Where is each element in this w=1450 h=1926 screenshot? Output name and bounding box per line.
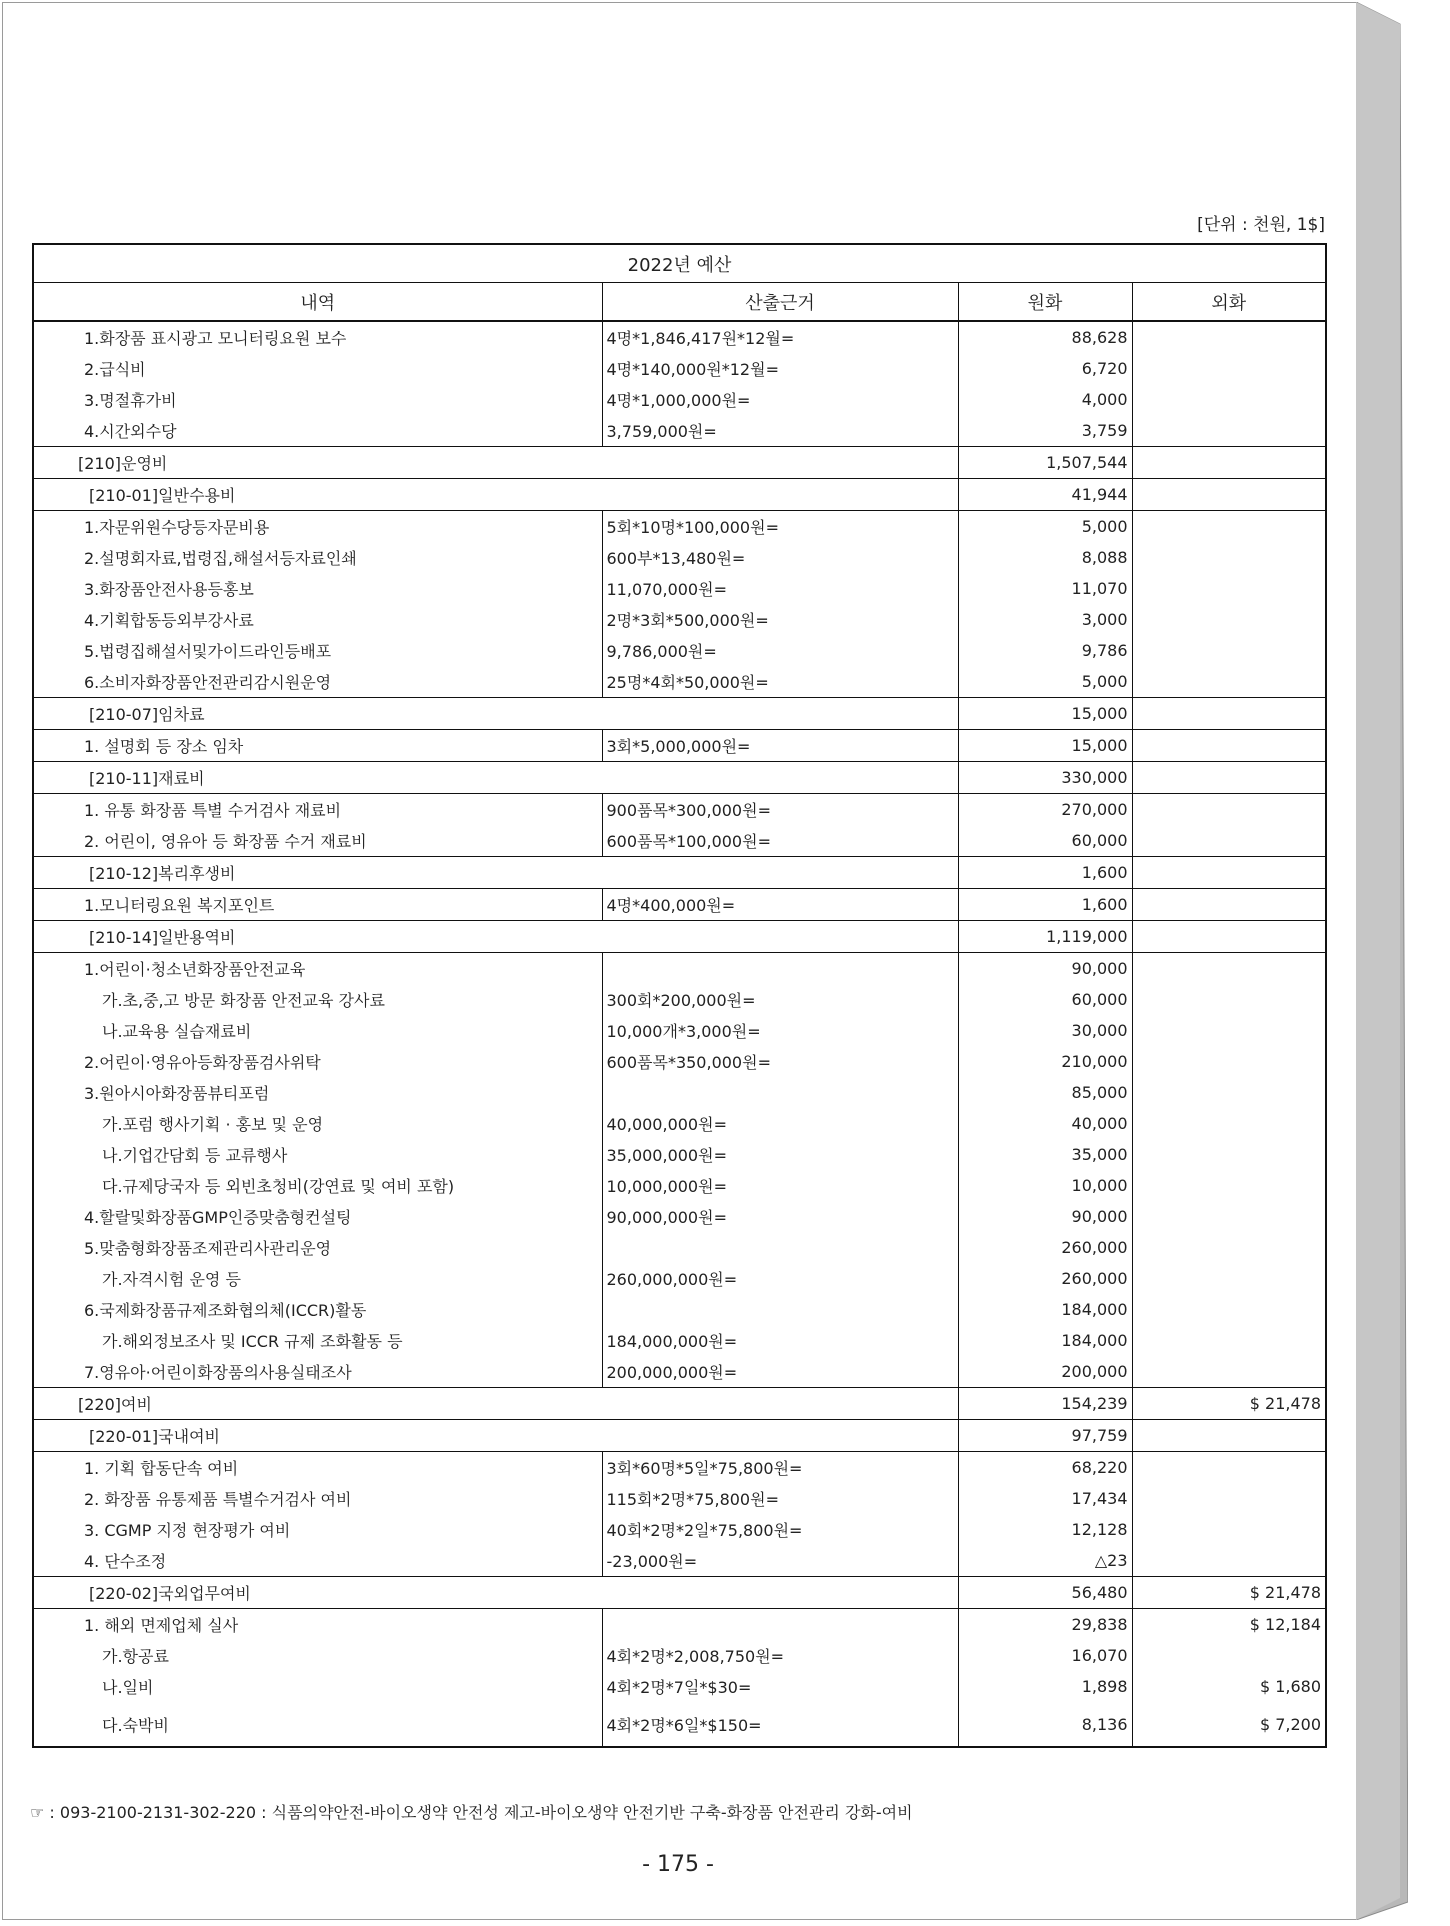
fx-amount [1132, 321, 1326, 353]
table-group-row [33, 857, 1326, 889]
fx-amount [1132, 1263, 1326, 1294]
table-group-row [33, 1420, 1326, 1452]
table-row [33, 1046, 1326, 1077]
item-name: 가.초,중,고 방문 화장품 안전교육 강사료 [33, 984, 602, 1015]
calc-basis: 3회*5,000,000원= [602, 730, 958, 762]
table-title: 2022년 예산 [33, 244, 1326, 283]
table-row [33, 825, 1326, 857]
item-name: 가.해외정보조사 및 ICCR 규제 조화활동 등 [33, 1325, 602, 1356]
krw-amount: 154,239 [958, 1388, 1132, 1420]
krw-amount: 184,000 [958, 1294, 1132, 1325]
fx-amount [1132, 825, 1326, 857]
calc-basis: 600품목*350,000원= [602, 1046, 958, 1077]
table-row [33, 953, 1326, 985]
krw-amount: 330,000 [958, 762, 1132, 794]
calc-basis: 4명*1,000,000원= [602, 384, 958, 415]
calc-basis: 35,000,000원= [602, 1139, 958, 1170]
krw-amount: 40,000 [958, 1108, 1132, 1139]
item-name: 1. 유통 화장품 특별 수거검사 재료비 [33, 794, 602, 826]
fx-amount [1132, 730, 1326, 762]
krw-amount: 1,507,544 [958, 447, 1132, 479]
fx-amount [1132, 762, 1326, 794]
item-name: 1. 설명회 등 장소 임차 [33, 730, 602, 762]
calc-basis: 40,000,000원= [602, 1108, 958, 1139]
fx-amount [1132, 511, 1326, 543]
calc-basis [602, 1294, 958, 1325]
table-row [33, 1139, 1326, 1170]
krw-amount: 15,000 [958, 698, 1132, 730]
calc-basis: 4명*140,000원*12월= [602, 353, 958, 384]
fx-amount [1132, 635, 1326, 666]
fx-amount [1132, 1545, 1326, 1577]
header-basis: 산출근거 [602, 283, 958, 322]
group-name: [210-01]일반수용비 [33, 479, 958, 511]
calc-basis: 40회*2명*2일*75,800원= [602, 1514, 958, 1545]
fx-amount [1132, 1640, 1326, 1671]
fx-amount [1132, 1015, 1326, 1046]
fx-amount [1132, 1452, 1326, 1484]
table-row [33, 1201, 1326, 1232]
item-name: 6.소비자화장품안전관리감시원운영 [33, 666, 602, 698]
calc-basis: -23,000원= [602, 1545, 958, 1577]
table-group-row [33, 698, 1326, 730]
fx-amount [1132, 1232, 1326, 1263]
table-group-row [33, 762, 1326, 794]
header-item: 내역 [33, 283, 602, 322]
krw-amount: 12,128 [958, 1514, 1132, 1545]
fx-amount [1132, 415, 1326, 447]
krw-amount: 1,898 [958, 1671, 1132, 1702]
krw-amount: 17,434 [958, 1483, 1132, 1514]
item-name: 가.포럼 행사기획 · 홍보 및 운영 [33, 1108, 602, 1139]
table-row [33, 321, 1326, 353]
item-name: 가.자격시험 운영 등 [33, 1263, 602, 1294]
fx-amount [1132, 1139, 1326, 1170]
krw-amount: 90,000 [958, 1201, 1132, 1232]
item-name: 5.맞춤형화장품조제관리사관리운영 [33, 1232, 602, 1263]
table-group-row [33, 479, 1326, 511]
fx-amount [1132, 479, 1326, 511]
calc-basis: 11,070,000원= [602, 573, 958, 604]
table-row [33, 573, 1326, 604]
fx-amount: $ 7,200 [1259, 1714, 1322, 1734]
calc-basis [602, 953, 958, 985]
krw-amount: 16,070 [958, 1640, 1132, 1671]
krw-amount: 260,000 [958, 1232, 1132, 1263]
footnote: ☞ : 093-2100-2131-302-220 : 식품의약안전-바이오생약 안전성 제고-바이오생약 안전기반 구축-화장품 안전관리 강화-여비 [30, 1803, 913, 1822]
unit-label: [단위 : 천원, 1$] [1197, 215, 1325, 235]
group-name: [220-02]국외업무여비 [33, 1577, 958, 1609]
krw-amount: 60,000 [958, 825, 1132, 857]
krw-amount: 200,000 [958, 1356, 1132, 1388]
calc-basis: 90,000,000원= [602, 1201, 958, 1232]
fx-amount [1132, 984, 1326, 1015]
item-name: 나.교육용 실습재료비 [33, 1015, 602, 1046]
fx-amount [1132, 921, 1326, 953]
krw-amount: 5,000 [958, 511, 1132, 543]
page-stack-edge [1356, 2, 1408, 1920]
table-row [33, 1325, 1326, 1356]
krw-amount: △23 [958, 1545, 1132, 1577]
table-row [33, 666, 1326, 698]
table-row [33, 1514, 1326, 1545]
krw-amount: 11,070 [958, 573, 1132, 604]
krw-amount: 88,628 [958, 321, 1132, 353]
item-name: 3.원아시아화장품뷰티포럼 [33, 1077, 602, 1108]
table-row [33, 1108, 1326, 1139]
item-name: 2. 어린이, 영유아 등 화장품 수거 재료비 [33, 825, 602, 857]
table-row [33, 415, 1326, 447]
calc-basis: 300회*200,000원= [602, 984, 958, 1015]
item-name: 1.화장품 표시광고 모니터링요원 보수 [33, 321, 602, 353]
fx-amount [1132, 857, 1326, 889]
calc-basis: 4회*2명*2,008,750원= [602, 1640, 958, 1671]
fx-amount [1132, 1420, 1326, 1452]
fx-amount: $ 12,184 [1132, 1609, 1326, 1641]
krw-amount: 56,480 [958, 1577, 1132, 1609]
group-name: [220]여비 [33, 1388, 958, 1420]
krw-amount: 4,000 [958, 384, 1132, 415]
item-name: 4. 단수조정 [33, 1545, 602, 1577]
fx-amount [1132, 666, 1326, 698]
krw-amount: 15,000 [958, 730, 1132, 762]
krw-amount: 29,838 [958, 1609, 1132, 1641]
table-group-row [33, 1577, 1326, 1609]
group-name: [220-01]국내여비 [33, 1420, 958, 1452]
calc-basis: 25명*4회*50,000원= [602, 666, 958, 698]
calc-basis: 3회*60명*5일*75,800원= [602, 1452, 958, 1484]
calc-basis: 4명*400,000원= [602, 889, 958, 921]
group-name: [210-11]재료비 [33, 762, 958, 794]
fx-amount [1132, 604, 1326, 635]
krw-amount: 68,220 [958, 1452, 1132, 1484]
table-row [33, 730, 1326, 762]
calc-basis: 5회*10명*100,000원= [602, 511, 958, 543]
krw-amount: 9,786 [958, 635, 1132, 666]
krw-amount: 210,000 [958, 1046, 1132, 1077]
item-name: 다.규제당국자 등 외빈초청비(강연료 및 여비 포함) [33, 1170, 602, 1201]
header-fx: 외화 [1132, 283, 1326, 322]
fx-amount [1132, 953, 1326, 985]
table-group-row [33, 1388, 1326, 1420]
page-number: - 175 - [642, 1852, 714, 1877]
table-row [33, 1170, 1326, 1201]
krw-amount: 30,000 [958, 1015, 1132, 1046]
fx-amount [1132, 1170, 1326, 1201]
table-group-row [33, 447, 1326, 479]
item-name: 6.국제화장품규제조화협의체(ICCR)활동 [33, 1294, 602, 1325]
item-name: 7.영유아·어린이화장품의사용실태조사 [33, 1356, 602, 1388]
table-group-row [33, 921, 1326, 953]
calc-basis: 115회*2명*75,800원= [602, 1483, 958, 1514]
fx-amount [1132, 573, 1326, 604]
krw-amount: 90,000 [958, 953, 1132, 985]
fx-amount [1132, 698, 1326, 730]
item-name: 1. 해외 면제업체 실사 [33, 1609, 602, 1641]
calc-basis: 4회*2명*7일*$30= [602, 1671, 958, 1702]
table-row [33, 542, 1326, 573]
item-name: 4.기획합동등외부강사료 [33, 604, 602, 635]
group-name: [210-14]일반용역비 [33, 921, 958, 953]
item-name: 3. CGMP 지정 현장평가 여비 [33, 1514, 602, 1545]
table-row [33, 353, 1326, 384]
calc-basis: 600부*13,480원= [602, 542, 958, 573]
table-row [33, 1671, 1326, 1702]
krw-amount: 270,000 [958, 794, 1132, 826]
table-row [33, 1545, 1326, 1577]
fx-amount [1132, 1356, 1326, 1388]
table-row [33, 1452, 1326, 1484]
table-row [33, 1294, 1326, 1325]
fx-amount [1132, 1077, 1326, 1108]
item-name: 1.모니터링요원 복지포인트 [33, 889, 602, 921]
item-name: 1.어린이·청소년화장품안전교육 [33, 953, 602, 985]
item-name: 나.일비 [33, 1671, 602, 1702]
fx-amount [1132, 1046, 1326, 1077]
table-row [33, 1015, 1326, 1046]
calc-basis: 600품목*100,000원= [602, 825, 958, 857]
fx-amount [1132, 384, 1326, 415]
header-krw: 원화 [958, 283, 1132, 322]
fx-amount [1132, 1108, 1326, 1139]
fx-amount [1132, 353, 1326, 384]
item-name: 2.어린이·영유아등화장품검사위탁 [33, 1046, 602, 1077]
item-name: 나.기업간담회 등 교류행사 [33, 1139, 602, 1170]
item-name: 1. 기획 합동단속 여비 [33, 1452, 602, 1484]
item-name: 2.설명회자료,법령집,해설서등자료인쇄 [33, 542, 602, 573]
krw-amount: 3,759 [958, 415, 1132, 447]
group-name: [210]운영비 [33, 447, 958, 479]
krw-amount: 184,000 [958, 1325, 1132, 1356]
item-name: 가.항공료 [33, 1640, 602, 1671]
table-row [33, 889, 1326, 921]
item-name: 다.숙박비 [33, 1702, 602, 1747]
table-row [33, 1077, 1326, 1108]
calc-basis [602, 1609, 958, 1641]
table-row [33, 604, 1326, 635]
krw-amount: 260,000 [958, 1263, 1132, 1294]
calc-basis: 2명*3회*500,000원= [602, 604, 958, 635]
krw-amount: 3,000 [958, 604, 1132, 635]
table-row [33, 1609, 1326, 1641]
fx-amount [1132, 1325, 1326, 1356]
fx-amount [1132, 1201, 1326, 1232]
krw-amount: 8,088 [958, 542, 1132, 573]
table-row [33, 1232, 1326, 1263]
group-name: [210-12]복리후생비 [33, 857, 958, 889]
item-name: 4.시간외수당 [33, 415, 602, 447]
krw-amount: 85,000 [958, 1077, 1132, 1108]
table-row [33, 511, 1326, 543]
fx-amount [1132, 794, 1326, 826]
fx-amount: $ 21,478 [1132, 1577, 1326, 1609]
fx-amount [1132, 542, 1326, 573]
krw-amount: 6,720 [958, 353, 1132, 384]
group-name: [210-07]임차료 [33, 698, 958, 730]
calc-basis: 260,000,000원= [602, 1263, 958, 1294]
calc-basis: 184,000,000원= [602, 1325, 958, 1356]
krw-amount: 8,136 [958, 1702, 1132, 1747]
table-row [33, 1702, 1326, 1747]
item-name: 1.자문위원수당등자문비용 [33, 511, 602, 543]
fx-amount [1132, 889, 1326, 921]
calc-basis: 4회*2명*6일*$150= [602, 1702, 958, 1747]
fx-amount: $ 1,680 [1259, 1677, 1322, 1696]
krw-amount: 35,000 [958, 1139, 1132, 1170]
krw-amount: 41,944 [958, 479, 1132, 511]
table-row [33, 794, 1326, 826]
table-row [33, 1263, 1326, 1294]
fx-amount [1132, 1514, 1326, 1545]
fx-amount [1132, 1483, 1326, 1514]
calc-basis: 10,000,000원= [602, 1170, 958, 1201]
krw-amount: 1,119,000 [958, 921, 1132, 953]
calc-basis: 3,759,000원= [602, 415, 958, 447]
table-row [33, 1483, 1326, 1514]
budget-table [32, 243, 1327, 1748]
fx-amount [1132, 447, 1326, 479]
krw-amount: 1,600 [958, 889, 1132, 921]
item-name: 4.할랄및화장품GMP인증맞춤형컨설팅 [33, 1201, 602, 1232]
calc-basis [602, 1232, 958, 1263]
fx-amount: $ 21,478 [1132, 1388, 1326, 1420]
table-row [33, 1356, 1326, 1388]
calc-basis: 4명*1,846,417원*12월= [602, 321, 958, 353]
krw-amount: 10,000 [958, 1170, 1132, 1201]
table-row [33, 384, 1326, 415]
fx-amount [1132, 1294, 1326, 1325]
table-row [33, 984, 1326, 1015]
calc-basis: 10,000개*3,000원= [602, 1015, 958, 1046]
table-row [33, 635, 1326, 666]
krw-amount: 1,600 [958, 857, 1132, 889]
krw-amount: 97,759 [958, 1420, 1132, 1452]
item-name: 3.화장품안전사용등홍보 [33, 573, 602, 604]
table-row [33, 1640, 1326, 1671]
krw-amount: 5,000 [958, 666, 1132, 698]
calc-basis [602, 1077, 958, 1108]
calc-basis: 900품목*300,000원= [602, 794, 958, 826]
item-name: 5.법령집해설서및가이드라인등배포 [33, 635, 602, 666]
item-name: 3.명절휴가비 [33, 384, 602, 415]
calc-basis: 200,000,000원= [602, 1356, 958, 1388]
calc-basis: 9,786,000원= [602, 635, 958, 666]
krw-amount: 60,000 [958, 984, 1132, 1015]
table-body [33, 321, 1326, 1747]
item-name: 2. 화장품 유통제품 특별수거검사 여비 [33, 1483, 602, 1514]
item-name: 2.급식비 [33, 353, 602, 384]
